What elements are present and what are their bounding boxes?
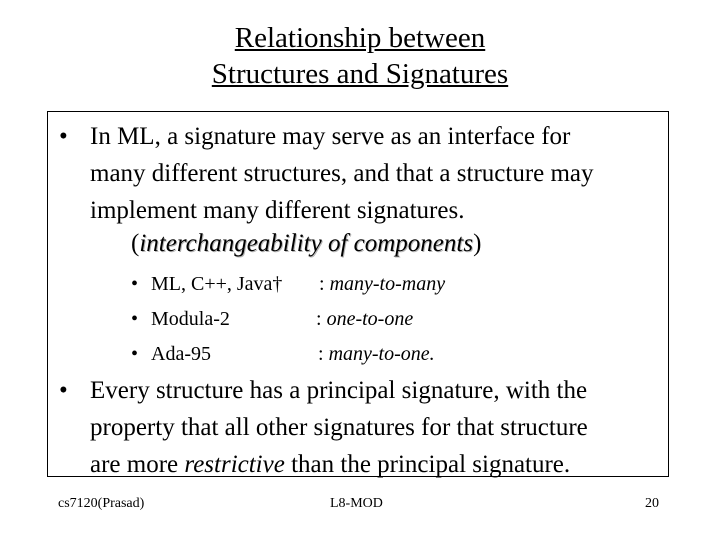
- language-name: ML, C++, Java†: [151, 273, 283, 295]
- bullet-1-line-3: implement many different signatures.: [90, 197, 465, 224]
- sub-bullet-symbol: •: [131, 343, 139, 365]
- relation-text: many-to-many: [329, 273, 446, 295]
- title-line-2: Structures and Signatures: [211, 58, 509, 90]
- relation-text: one-to-one: [326, 308, 414, 330]
- interchangeability-note: [131, 228, 481, 260]
- bullet-1-line-1: In ML, a signature may serve as an interface for: [90, 123, 571, 150]
- paren-open: (: [131, 230, 140, 257]
- title-line-1: Relationship between: [234, 22, 486, 54]
- paren-close: ): [473, 230, 482, 257]
- bullet-2-line-1: Every structure has a principal signature, with the: [90, 377, 588, 404]
- separator: :: [319, 273, 330, 295]
- bullet-symbol: •: [59, 123, 68, 150]
- bullet-2-line-3: [90, 446, 588, 483]
- line-suffix: than the principal signature.: [284, 451, 571, 478]
- relation: [318, 340, 435, 368]
- restrictive-word: restrictive: [184, 451, 285, 478]
- sub-bullet-symbol: •: [131, 308, 139, 330]
- footer-course: cs7120(Prasad): [58, 496, 145, 511]
- bullet-symbol: •: [59, 377, 68, 404]
- bullet-1-line-2: many different structures, and that a structure may: [90, 160, 594, 187]
- language-name: Modula-2: [151, 308, 230, 330]
- footer-lecture: L8-MOD: [330, 496, 383, 511]
- slide-title: [0, 20, 720, 92]
- sub-bullet-symbol: •: [131, 273, 139, 295]
- separator: :: [316, 308, 327, 330]
- relation: [319, 270, 445, 298]
- separator: :: [318, 343, 329, 365]
- language-name: Ada-95: [151, 343, 211, 365]
- relation: [316, 305, 413, 333]
- line-prefix: are more: [90, 451, 185, 478]
- relation-text: many-to-one.: [328, 343, 435, 365]
- footer-page-number: 20: [645, 496, 659, 511]
- bullet-2-line-2: property that all other signatures for that structure: [90, 414, 588, 441]
- interchangeability-text: interchangeability of components: [139, 230, 474, 257]
